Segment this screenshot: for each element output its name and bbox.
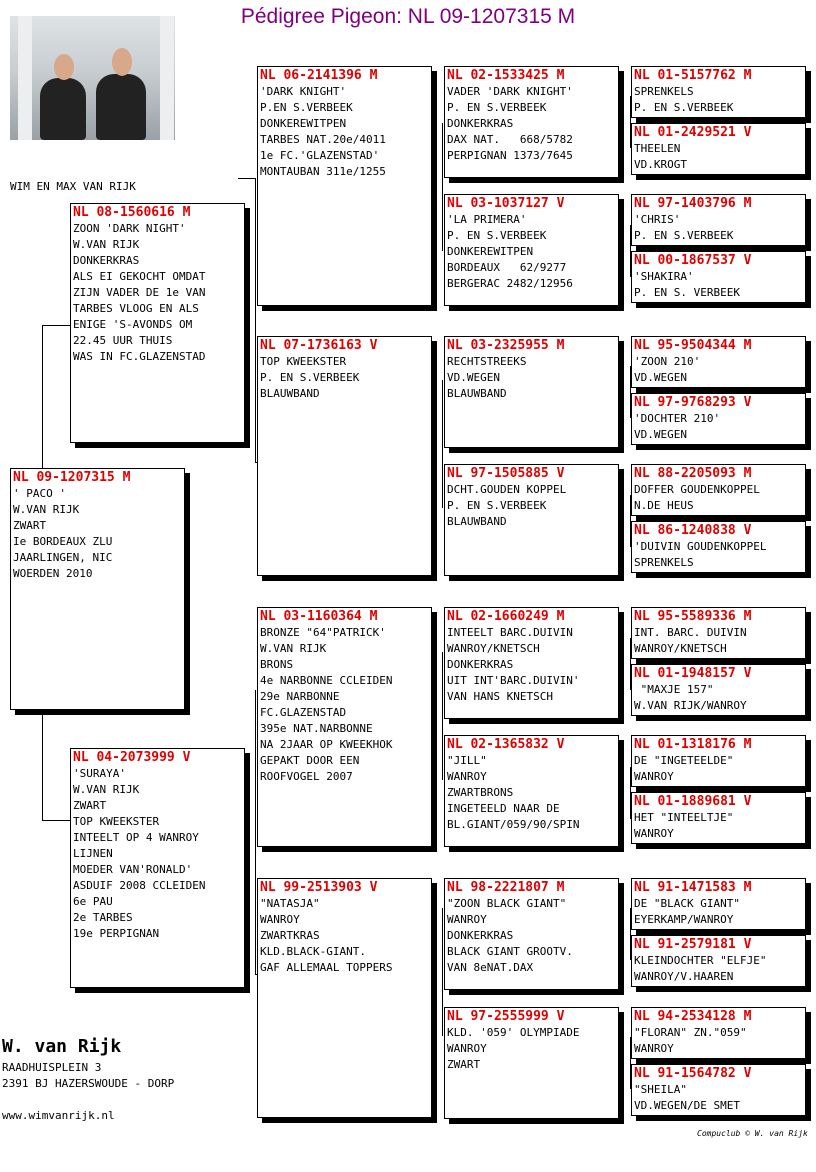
pigeon-detail-line: 'DARK KNIGHT' <box>260 85 347 98</box>
pigeon-detail-line: P. EN S.VERBEEK <box>447 229 547 242</box>
pigeon-detail-line: EYERKAMP/WANROY <box>634 913 734 926</box>
ring-number: NL 03-1037127 V <box>447 196 565 211</box>
pigeon-detail-line: RECHTSTREEKS <box>447 355 527 368</box>
pigeon-detail-line: W.VAN RIJK <box>260 642 327 655</box>
pigeon-detail-line: "JILL" <box>447 754 487 767</box>
pigeon-detail-line: KLD. '059' OLYMPIADE <box>447 1026 580 1039</box>
pigeon-card-mfmm <box>631 792 806 844</box>
ring-number: NL 02-1365832 V <box>447 737 565 752</box>
pigeon-card-ff <box>257 66 432 306</box>
pigeon-detail-line: 'ZOON 210' <box>634 355 701 368</box>
pigeon-card-ffm <box>444 194 619 306</box>
ring-number: NL 97-9768293 V <box>634 395 752 410</box>
pigeon-detail-line: ENIGE 'S-AVONDS OM <box>73 318 193 331</box>
pigeon-detail-line: KLEINDOCHTER "ELFJE" <box>634 954 767 967</box>
pigeon-detail-line: HET "INTEELTJE" <box>634 811 734 824</box>
breeder-address-city: 2391 BJ HAZERSWOUDE - DORP <box>2 1077 175 1090</box>
pigeon-card-fmff <box>631 336 806 388</box>
ring-number: NL 86-1240838 V <box>634 523 752 538</box>
pigeon-detail-line: UIT INT'BARC.DUIVIN' <box>447 674 580 687</box>
pigeon-detail-line: TOP KWEEKSTER <box>73 815 160 828</box>
pigeon-detail-line: 1e FC.'GLAZENSTAD' <box>260 149 380 162</box>
ring-number: NL 01-1889681 V <box>634 794 752 809</box>
ring-number: NL 08-1560616 M <box>73 205 191 220</box>
ring-number: NL 04-2073999 V <box>73 750 191 765</box>
pigeon-detail-line: WANROY <box>447 913 487 926</box>
ring-number: NL 03-2325955 M <box>447 338 565 353</box>
ring-number: NL 97-2555999 V <box>447 1009 565 1024</box>
pigeon-card-mffm <box>631 664 806 716</box>
ring-number: NL 91-2579181 V <box>634 937 752 952</box>
ring-number: NL 07-1736163 V <box>260 338 378 353</box>
ring-number: NL 91-1564782 V <box>634 1066 752 1081</box>
pigeon-detail-line: W.VAN RIJK <box>13 503 80 516</box>
pigeon-card-mmm <box>444 1007 619 1119</box>
pigeon-detail-line: "SHEILA" <box>634 1083 687 1096</box>
pigeon-detail-line: P. EN S. VERBEEK <box>634 286 740 299</box>
pigeon-detail-line: W.VAN RIJK/WANROY <box>634 699 747 712</box>
ring-number: NL 03-1160364 M <box>260 609 378 624</box>
pigeon-detail-line: BLAUWBAND <box>260 387 320 400</box>
pigeon-detail-line: GAF ALLEMAAL TOPPERS <box>260 961 393 974</box>
pigeon-card-mfff <box>631 607 806 659</box>
pigeon-detail-line: W.VAN RIJK <box>73 783 140 796</box>
pigeon-detail-line: BL.GIANT/059/90/SPIN <box>447 818 580 831</box>
pigeon-detail-line: 4e NARBONNE CCLEIDEN <box>260 674 393 687</box>
pigeon-detail-line: 'SURAYA' <box>73 767 126 780</box>
pigeon-detail-line: WANROY <box>634 1042 674 1055</box>
pigeon-detail-line: P. EN S.VERBEEK <box>634 229 734 242</box>
pigeon-detail-line: VAN HANS KNETSCH <box>447 690 553 703</box>
pigeon-detail-line: THEELEN <box>634 142 681 155</box>
pigeon-card-mff <box>444 607 619 719</box>
pigeon-detail-line: BORDEAUX 62/9277 <box>447 261 567 274</box>
pigeon-detail-line: DE "INGETEELDE" <box>634 754 734 767</box>
pigeon-card-mmmm <box>631 1064 806 1116</box>
owners-caption: WIM EN MAX VAN RIJK <box>10 180 136 193</box>
pigeon-detail-line: 'LA PRIMERA' <box>447 213 527 226</box>
pigeon-detail-line: VADER 'DARK KNIGHT' <box>447 85 573 98</box>
pigeon-detail-line: GEPAKT DOOR EEN <box>260 754 360 767</box>
pigeon-detail-line: 'DOCHTER 210' <box>634 412 721 425</box>
pigeon-detail-line: DONKERKRAS <box>447 929 514 942</box>
pigeon-detail-line: "MAXJE 157" <box>634 683 714 696</box>
pigeon-detail-line: 'SHAKIRA' <box>634 270 694 283</box>
pigeon-detail-line: VD.KROGT <box>634 158 687 171</box>
pigeon-detail-line: ZWART <box>447 1058 481 1071</box>
pigeon-detail-line: ZWART <box>73 799 107 812</box>
pigeon-detail-line: INGETEELD NAAR DE <box>447 802 560 815</box>
pigeon-detail-line: TARBES VLOOG EN ALS <box>73 302 199 315</box>
pigeon-card-mmff <box>631 878 806 930</box>
pigeon-detail-line: WANROY/V.HAAREN <box>634 970 734 983</box>
pigeon-card-fmm <box>444 464 619 576</box>
pigeon-card-fmmm <box>631 521 806 573</box>
ring-number: NL 97-1505885 V <box>447 466 565 481</box>
pigeon-detail-line: 6e PAU <box>73 895 113 908</box>
pigeon-detail-line: WOERDEN 2010 <box>13 567 93 580</box>
pigeon-card-mother <box>70 748 245 988</box>
pigeon-detail-line: BERGERAC 2482/12956 <box>447 277 573 290</box>
pigeon-detail-line: WANROY <box>634 827 674 840</box>
ring-number: NL 95-5589336 M <box>634 609 752 624</box>
ring-number: NL 02-1533425 M <box>447 68 565 83</box>
pigeon-card-mmf <box>444 878 619 990</box>
pigeon-detail-line: DAX NAT. 668/5782 <box>447 133 573 146</box>
ring-number: NL 09-1207315 M <box>13 470 131 485</box>
pigeon-card-fffm <box>631 123 806 175</box>
pigeon-detail-line: P. EN S.VERBEEK <box>447 499 547 512</box>
pigeon-detail-line: BLACK GIANT GROOTV. <box>447 945 573 958</box>
pigeon-detail-line: FC.GLAZENSTAD <box>260 706 347 719</box>
pigeon-detail-line: VD.WEGEN <box>447 371 500 384</box>
pigeon-card-father <box>70 203 245 443</box>
pigeon-detail-line: 'DUIVIN GOUDENKOPPEL <box>634 540 767 553</box>
pigeon-detail-line: "NATASJA" <box>260 897 320 910</box>
pigeon-detail-line: 2e TARBES <box>73 911 133 924</box>
pigeon-detail-line: P.EN S.VERBEEK <box>260 101 353 114</box>
pigeon-card-mm <box>257 878 432 1118</box>
pigeon-detail-line: WAS IN FC.GLAZENSTAD <box>73 350 206 363</box>
pigeon-detail-line: SPRENKELS <box>634 556 694 569</box>
ring-number: NL 99-2513903 V <box>260 880 378 895</box>
pigeon-detail-line: VD.WEGEN <box>634 371 687 384</box>
pigeon-card-ffmm <box>631 251 806 303</box>
pigeon-detail-line: ZWARTBRONS <box>447 786 514 799</box>
pigeon-detail-line: DONKERKRAS <box>73 254 140 267</box>
ring-number: NL 01-1318176 M <box>634 737 752 752</box>
pigeon-detail-line: TOP KWEEKSTER <box>260 355 347 368</box>
pigeon-card-mf <box>257 607 432 847</box>
pigeon-detail-line: P. EN S.VERBEEK <box>447 101 547 114</box>
ring-number: NL 95-9504344 M <box>634 338 752 353</box>
pigeon-detail-line: DONKERKRAS <box>447 658 514 671</box>
pigeon-card-mmfm <box>631 935 806 987</box>
ring-number: NL 01-5157762 M <box>634 68 752 83</box>
pigeon-detail-line: SPRENKELS <box>634 85 694 98</box>
pigeon-card-fmfm <box>631 393 806 445</box>
pigeon-detail-line: KLD.BLACK-GIANT. <box>260 945 366 958</box>
pigeon-detail-line: Ie BORDEAUX ZLU <box>13 535 113 548</box>
pigeon-detail-line: VD.WEGEN/DE SMET <box>634 1099 740 1112</box>
pigeon-detail-line: VAN 8eNAT.DAX <box>447 961 534 974</box>
pigeon-detail-line: BRONZE "64"PATRICK' <box>260 626 386 639</box>
pigeon-detail-line: ASDUIF 2008 CCLEIDEN <box>73 879 206 892</box>
pigeon-detail-line: 29e NARBONNE <box>260 690 340 703</box>
ring-number: NL 06-2141396 M <box>260 68 378 83</box>
pigeon-detail-line: LIJNEN <box>73 847 113 860</box>
owners-photo <box>10 16 175 140</box>
pigeon-detail-line: INTEELT BARC.DUIVIN <box>447 626 573 639</box>
pigeon-card-fmmf <box>631 464 806 516</box>
breeder-address-street: RAADHUISPLEIN 3 <box>2 1061 102 1074</box>
pigeon-detail-line: INT. BARC. DUIVIN <box>634 626 747 639</box>
ring-number: NL 91-1471583 M <box>634 880 752 895</box>
pigeon-detail-line: ZOON 'DARK NIGHT' <box>73 222 186 235</box>
ring-number: NL 98-2221807 M <box>447 880 565 895</box>
pigeon-detail-line: NA 2JAAR OP KWEEKHOK <box>260 738 393 751</box>
pigeon-detail-line: WANROY/KNETSCH <box>634 642 727 655</box>
pigeon-detail-line: DONKEREWITPEN <box>447 245 534 258</box>
pigeon-detail-line: P. EN S.VERBEEK <box>260 371 360 384</box>
pigeon-detail-line: "FLORAN" ZN."059" <box>634 1026 747 1039</box>
pigeon-detail-line: DONKEREWITPEN <box>260 117 347 130</box>
pigeon-detail-line: TARBES NAT.20e/4011 <box>260 133 386 146</box>
pigeon-detail-line: INTEELT OP 4 WANROY <box>73 831 199 844</box>
pigeon-detail-line: VD.WEGEN <box>634 428 687 441</box>
pigeon-card-mmmf <box>631 1007 806 1059</box>
website-link[interactable]: www.wimvanrijk.nl <box>2 1109 115 1122</box>
pigeon-detail-line: 'CHRIS' <box>634 213 681 226</box>
pigeon-detail-line: JAARLINGEN, NIC <box>13 551 113 564</box>
ring-number: NL 97-1403796 M <box>634 196 752 211</box>
ring-number: NL 02-1660249 M <box>447 609 565 624</box>
ring-number: NL 00-1867537 V <box>634 253 752 268</box>
pigeon-card-mfmf <box>631 735 806 787</box>
pigeon-detail-line: BRONS <box>260 658 294 671</box>
software-credit: Compuclub © W. van Rijk <box>697 1129 808 1138</box>
pigeon-detail-line: ALS EI GEKOCHT OMDAT <box>73 270 206 283</box>
pigeon-detail-line: 19e PERPIGNAN <box>73 927 160 940</box>
pigeon-card-mfm <box>444 735 619 847</box>
pigeon-detail-line: WANROY <box>634 770 674 783</box>
pigeon-detail-line: BLAUWBAND <box>447 515 507 528</box>
pigeon-detail-line: ZIJN VADER DE 1e VAN <box>73 286 206 299</box>
pigeon-card-fm <box>257 336 432 576</box>
pigeon-card-fff <box>444 66 619 178</box>
pigeon-detail-line: 22.45 UUR THUIS <box>73 334 173 347</box>
ring-number: NL 01-1948157 V <box>634 666 752 681</box>
pigeon-detail-line: PERPIGNAN 1373/7645 <box>447 149 573 162</box>
pigeon-card-ffmf <box>631 194 806 246</box>
pigeon-card-fmf <box>444 336 619 448</box>
pigeon-detail-line: DOFFER GOUDENKOPPEL <box>634 483 760 496</box>
pigeon-detail-line: MONTAUBAN 311e/1255 <box>260 165 386 178</box>
ring-number: NL 88-2205093 M <box>634 466 752 481</box>
pigeon-detail-line: WANROY <box>260 913 300 926</box>
pigeon-detail-line: DONKERKRAS <box>447 117 514 130</box>
pigeon-detail-line: ' PACO ' <box>13 487 66 500</box>
pigeon-detail-line: BLAUWBAND <box>447 387 507 400</box>
ring-number: NL 01-2429521 V <box>634 125 752 140</box>
pigeon-detail-line: P. EN S.VERBEEK <box>634 101 734 114</box>
pigeon-detail-line: WANROY/KNETSCH <box>447 642 540 655</box>
pigeon-card-ffff <box>631 66 806 118</box>
pigeon-detail-line: ZWART <box>13 519 47 532</box>
pigeon-detail-line: WANROY <box>447 770 487 783</box>
pigeon-detail-line: "ZOON BLACK GIANT" <box>447 897 567 910</box>
pigeon-detail-line: 395e NAT.NARBONNE <box>260 722 373 735</box>
breeder-name: W. van Rijk <box>2 1036 122 1057</box>
pigeon-detail-line: N.DE HEUS <box>634 499 694 512</box>
pigeon-detail-line: MOEDER VAN'RONALD' <box>73 863 193 876</box>
pigeon-detail-line: DCHT.GOUDEN KOPPEL <box>447 483 567 496</box>
pigeon-detail-line: ROOFVOGEL 2007 <box>260 770 353 783</box>
pigeon-detail-line: ZWARTKRAS <box>260 929 320 942</box>
ring-number: NL 94-2534128 M <box>634 1009 752 1024</box>
pigeon-detail-line: W.VAN RIJK <box>73 238 140 251</box>
page-title: Pédigree Pigeon: NL 09-1207315 M <box>240 5 576 28</box>
pigeon-card-subject <box>10 468 185 710</box>
pigeon-detail-line: WANROY <box>447 1042 487 1055</box>
pigeon-detail-line: DE "BLACK GIANT" <box>634 897 740 910</box>
